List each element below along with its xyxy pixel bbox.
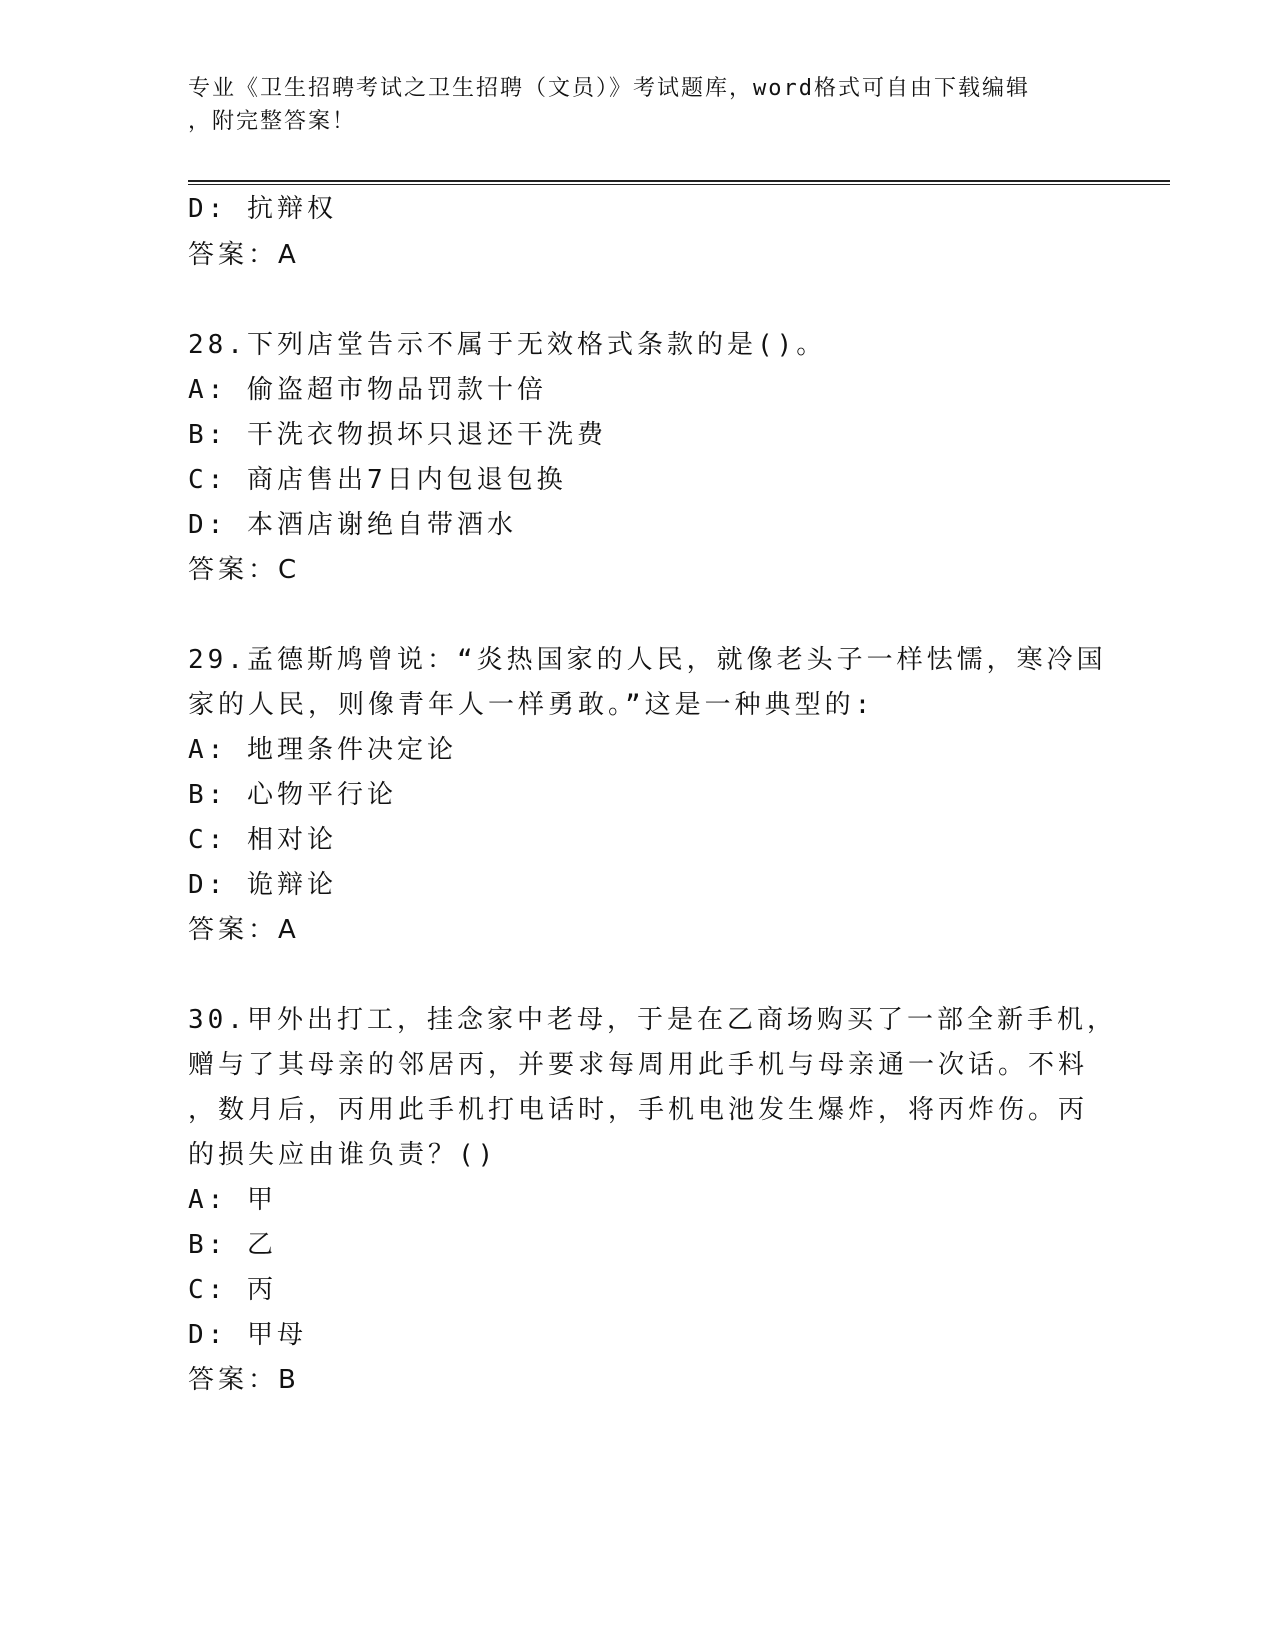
q30-stem-line-1: 30.甲外出打工，挂念家中老母，于是在乙商场购买了一部全新手机， (188, 1005, 1117, 1035)
q30-stem-line-3: ，数月后，丙用此手机打电话时，手机电池发生爆炸，将丙炸伤。丙 (188, 1095, 1089, 1125)
q30-option-a: A: 甲 (188, 1185, 277, 1215)
q29-stem-line-1: 29.孟德斯鸠曾说：“炎热国家的人民，就像老头子一样怯懦，寒冷国 (188, 645, 1107, 675)
q27-option-d: D: 抗辩权 (188, 194, 337, 224)
q28-option-d: D: 本酒店谢绝自带酒水 (188, 510, 517, 540)
q29-stem-line-2: 家的人民，则像青年人一样勇敢。”这是一种典型的: (188, 690, 875, 720)
q28-option-c: C: 商店售出7日内包退包换 (188, 465, 567, 495)
document-header (188, 72, 1088, 138)
q30-option-c: C: 丙 (188, 1275, 277, 1305)
q28-answer: 答案：C (188, 555, 301, 585)
q28-stem: 28.下列店堂告示不属于无效格式条款的是()。 (188, 330, 827, 360)
q29-answer: 答案：A (188, 915, 300, 945)
q29-option-b: B: 心物平行论 (188, 780, 397, 810)
header-divider (188, 180, 1170, 185)
q30-option-b: B: 乙 (188, 1230, 277, 1260)
q30-answer: 答案：B (188, 1365, 300, 1395)
q29-option-a: A: 地理条件决定论 (188, 735, 457, 765)
q28-option-a: A: 偷盗超市物品罚款十倍 (188, 375, 547, 405)
q30-stem-line-4: 的损失应由谁负责？() (188, 1140, 498, 1170)
header-line-2: ，附完整答案！ (188, 109, 357, 134)
header-line-1: 专业《卫生招聘考试之卫生招聘（文员）》考试题库，word格式可自由下载编辑 (188, 76, 1030, 101)
q27-answer: 答案：A (188, 240, 300, 270)
q28-option-b: B: 干洗衣物损坏只退还干洗费 (188, 420, 607, 450)
q30-option-d: D: 甲母 (188, 1320, 307, 1350)
q29-option-c: C: 相对论 (188, 825, 337, 855)
q30-stem-line-2: 赠与了其母亲的邻居丙，并要求每周用此手机与母亲通一次话。不料 (188, 1050, 1089, 1080)
q29-option-d: D: 诡辩论 (188, 870, 337, 900)
